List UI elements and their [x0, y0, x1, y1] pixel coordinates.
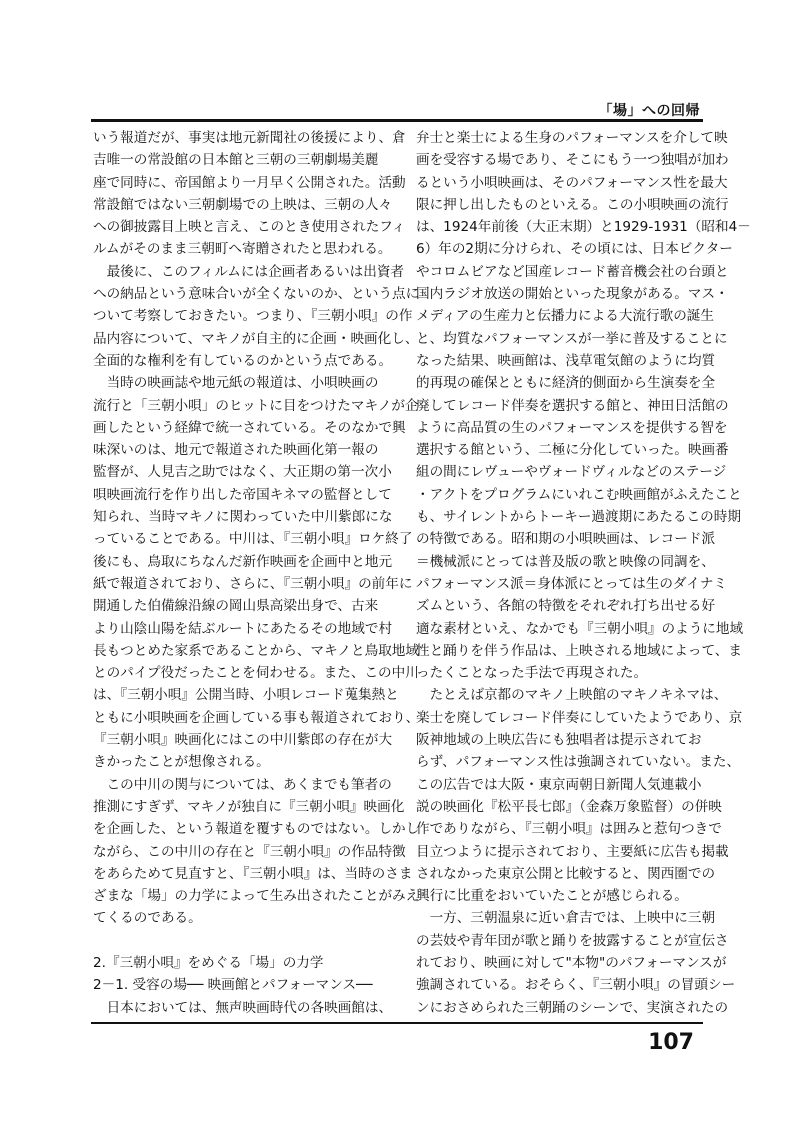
text-line: 興行に比重をおいていたことが感じられる。 — [416, 888, 688, 905]
text-line: 日本においては、無声映画時代の各映画館は、 — [93, 999, 393, 1016]
text-line: 適な素材といえ、なかでも『三朝小唄』のように地域 — [416, 620, 744, 637]
header-rule — [91, 119, 703, 122]
text-line: 2－1. 受容の場── 映画館とパフォーマンス── — [93, 977, 373, 994]
text-line: 画したという経緯で統一されている。そのなかで興 — [93, 419, 406, 436]
text-line: を企画した、という報道を覆すものではない。しかし — [93, 821, 420, 838]
text-line: 選択する館という、二極に分化していった。映画番 — [416, 442, 729, 459]
text-line: 目立つように提示されており、主要紙に広告も掲載 — [416, 843, 729, 860]
text-line: ったくことなった手法で再現された。 — [416, 665, 648, 682]
running-header-title: 「場」への回帰 — [598, 103, 700, 119]
text-line: 作でありながら、『三朝小唄』は囲みと惹句つきで — [416, 821, 722, 838]
left-column — [93, 127, 420, 1019]
text-line: 最後に、このフィルムには企画者あるいは出資者 — [93, 263, 405, 280]
text-line: 紙で報道されており、さらに、『三朝小唄』の前年に — [93, 575, 413, 592]
text-line: 廃してレコード伴奏を選択する館と、神田日活館の — [416, 397, 729, 414]
text-line: ズムという、各館の特徴をそれぞれ打ち出せる好 — [416, 598, 716, 615]
text-line: ざまな「場」の力学によって生み出されたことがみえ — [93, 888, 420, 905]
text-line: 品内容について、マキノが自主的に企画・映画化し、 — [93, 330, 419, 347]
text-line: 全面的な権利を有しているのかという点である。 — [93, 352, 393, 369]
text-line: パフォーマンス派＝身体派にとっては生のダイナミ — [416, 575, 728, 592]
text-line: ＝機械派にとっては普及版の歌と映像の同調を、 — [416, 553, 715, 570]
text-line: 一方、三朝温泉に近い倉吉では、上映中に三朝 — [416, 910, 716, 927]
text-line: より山陰山陽を結ぶルートにあたるその地域で村 — [93, 620, 393, 637]
text-line: 長もつとめた家系であることから、マキノと鳥取地域 — [93, 642, 419, 659]
text-line: ルムがそのまま三朝町へ寄贈されたと思われる。 — [93, 241, 392, 258]
text-line: っていることである。中川は、『三朝小唄』ロケ終了 — [93, 531, 413, 548]
text-line: 弁士と楽士による生身のパフォーマンスを介して映 — [416, 130, 728, 146]
text-line: 国内ラジオ放送の開始といった現象がある。マス・ — [416, 286, 729, 303]
text-line: ンにおさめられた三朝踊のシーンで、実演されたの — [416, 999, 729, 1016]
text-line: も、サイレントからトーキー過渡期にあたるこの時期 — [416, 509, 741, 526]
text-line: とのパイプ役だったことを伺わせる。また、この中川 — [93, 665, 419, 682]
text-line: 監督が、人見吉之助ではなく、大正期の第一次小 — [93, 464, 392, 481]
text-line: メディアの生産力と伝播力による大流行歌の誕生 — [416, 308, 714, 325]
text-line: らず、パフォーマンス性は強調されていない。また、 — [416, 754, 741, 771]
text-line: 当時の映画誌や地元紙の報道は、小唄映画の — [93, 375, 379, 392]
text-line: は、1924年前後（大正末期）と1929-1931（昭和4－ — [416, 219, 751, 236]
text-line: やコロムビアなど国産レコード蓄音機会社の台頭と — [416, 263, 729, 280]
text-line: 阪神地域の上映広告にも独唱者は提示されてお — [416, 732, 702, 749]
text-line: ・アクトをプログラムにいれこむ映画館がふえたこと — [416, 486, 742, 503]
right-column — [416, 127, 751, 1019]
text-line: 推測にすぎず、マキノが独自に『三朝小唄』映画化 — [93, 798, 405, 815]
text-line: きかったことが想像される。 — [93, 754, 270, 771]
text-line: れており、映画に対して"本物"のパフォーマンスが — [416, 954, 727, 971]
text-line: の芸妓や青年団が歌と踊りを披露することが宣伝さ — [416, 932, 729, 949]
text-line: 2.『三朝小唄』をめぐる「場」の力学 — [93, 954, 324, 971]
text-line: いう報道だが、事実は地元新聞社の後援により、倉 — [93, 130, 406, 146]
text-line: 知られ、当時マキノに関わっていた中川紫郎にな — [93, 509, 393, 526]
text-line: 唄映画流行を作り出した帝国キネマの監督として — [93, 486, 392, 503]
text-line: ともに小唄映画を企画している事も報道されており、 — [93, 709, 420, 726]
text-line: てくるのである。 — [93, 910, 202, 927]
text-line: この広告では大阪・東京両朝日新聞人気連載小 — [416, 776, 702, 793]
text-line: の特徴である。昭和期の小唄映画は、レコード派 — [416, 531, 716, 548]
text-line: ついて考察しておきたい。つまり、『三朝小唄』の作 — [93, 308, 413, 325]
text-line: をあらためて見直すと、『三朝小唄』は、当時のさま — [93, 865, 413, 882]
text-line: 吉唯一の常設館の日本館と三朝の三朝劇場美麗 — [93, 152, 379, 169]
text-line: 味深いのは、地元で報道された映画化第一報の — [93, 442, 379, 459]
text-line: ながら、この中川の存在と『三朝小唄』の作品特徴 — [93, 843, 406, 860]
text-line: 『三朝小唄』映画化にはこの中川紫郎の存在が大 — [93, 732, 393, 749]
text-line: は、『三朝小唄』公開当時、小唄レコード蒐集熱と — [93, 687, 399, 704]
text-line: たとえば京都のマキノ上映館のマキノキネマは、 — [416, 687, 728, 704]
text-line: 後にも、鳥取にちなんだ新作映画を企画中と地元 — [93, 553, 393, 570]
text-line: されなかった東京公開と比較すると、関西圏での — [416, 865, 716, 882]
text-line: と、均質なパフォーマンスが一挙に普及することに — [416, 330, 728, 347]
text-line: ように高品質の生のパフォーマンスを提供する智を — [416, 419, 728, 436]
footer-rule — [91, 1022, 703, 1024]
text-line: 性と踊りを伴う作品は、上映される地域によって、ま — [416, 642, 742, 659]
text-line: 開通した伯備線沿線の岡山県高梁出身で、古来 — [93, 598, 379, 615]
text-line: への納品という意味合いが全くないのか、という点に — [93, 286, 420, 303]
text-line: 6）年の2期に分けられ、その頃には、日本ビクター — [416, 241, 733, 258]
text-line: 流行と「三朝小唄」のヒットに目をつけたマキノが企 — [93, 397, 419, 414]
text-line: なった結果、映画館は、浅草電気館のように均質 — [416, 352, 716, 369]
text-line: 的再現の確保とともに経済的側面から生演奏を全 — [416, 375, 716, 392]
text-line — [93, 930, 379, 952]
text-line: るという小唄映画は、そのパフォーマンス性を最大 — [416, 174, 728, 191]
text-line: この中川の関与については、あくまでも筆者の — [93, 776, 392, 793]
text-line: 限に押し出したものといえる。この小唄映画の流行 — [416, 196, 729, 213]
text-line: への御披露目上映と言え、このとき使用されたフィ — [93, 219, 406, 236]
text-line: 画を受容する場であり、そこにもう一つ独唱が加わ — [416, 152, 729, 169]
text-line: 組の間にレヴューやヴォードヴィルなどのステージ — [416, 464, 727, 481]
text-line: 座で同時に、帝国館より一月早く公開された。活動 — [93, 174, 406, 191]
text-line: 説の映画化『松平長七郎』（金森万象監督）の併映 — [416, 798, 722, 815]
page-number: 107 — [648, 1030, 694, 1055]
text-line: 楽士を廃してレコード伴奏にしていたようであり、京 — [416, 709, 743, 726]
text-line: 強調されている。おそらく、『三朝小唄』の冒頭シー — [416, 977, 736, 994]
text-line: 常設館ではない三朝劇場での上映は、三朝の人々 — [93, 196, 393, 213]
